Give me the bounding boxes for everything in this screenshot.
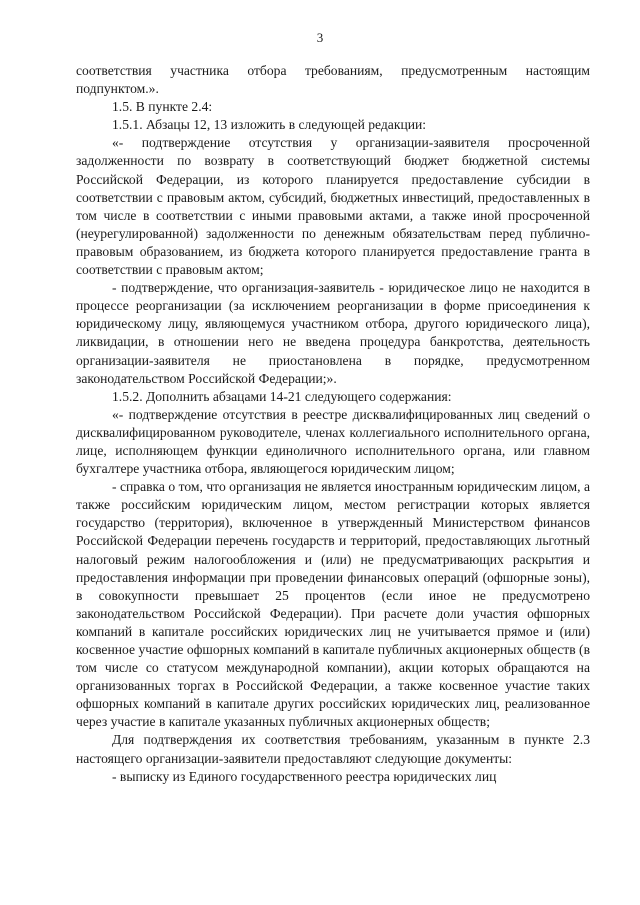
- paragraph-offshore-certificate: - справка о том, что организация не является иностранным юридическим лицом, а также российским юридическим лицом, местом регистрации которых является государство (территория), включенное в утвержденный Министерством финансов Российской Федерации перечень государств и территорий, предоставляющих льготный налоговый режим налогообложения и (или) не предусматривающих раскрытия и предоставления информации при проведении финансовых операций (офшорные зоны), в совокупности превышает 25 процентов (если иное не предусмотрено законодательством Российской Федерации). При расчете доли участия офшорных компаний в капитале российских юридических лиц не учитывается прямое и (или) косвенное участие офшорных компаний в капитале публичных акционерных обществ (в том числе со статусом международной компании), акции которых обращаются на организованных торгах в Российской Федерации, а также косвенное участие таких офшорных компаний в капитале других российских юридических лиц, реализованное через участие в капитале указанных публичных акционерных обществ;: [76, 479, 590, 730]
- paragraph-documents-intro: Для подтверждения их соответствия требованиям, указанным в пункте 2.3 настоящего организации-заявители предоставляют следующие документы:: [76, 732, 590, 766]
- paragraph-clause-1-5-1: 1.5.1. Абзацы 12, 13 изложить в следующей редакции:: [112, 117, 427, 133]
- page-number: 3: [316, 30, 324, 45]
- paragraph-disqualified-registry: «- подтверждение отсутствия в реестре дисквалифицированных лиц сведений о дисквалифицированном руководителе, членах коллегиального исполнительного органа, лице, исполняющем функции единоличного исполнительного органа, или главном бухгалтере участника отбора, являющегося юридическим лицом;: [76, 406, 590, 477]
- paragraph-clause-1-5-2: 1.5.2. Дополнить абзацами 14-21 следующего содержания:: [112, 388, 452, 404]
- paragraph-continuation: соответствия участника отбора требованиям, предусмотренным настоящим подпунктом.».: [76, 63, 590, 97]
- paragraph-registry-extract: - выписку из Единого государственного реестра юридических лиц: [112, 768, 497, 784]
- paragraph-clause-1-5: 1.5. В пункте 2.4:: [112, 99, 213, 115]
- document-body: [76, 62, 590, 786]
- paragraph-debt-confirmation: «- подтверждение отсутствия у организации-заявителя просроченной задолженности по возврату в соответствующий бюджет бюджетной системы Российской Федерации, из которого планируется предоставление субсидии в соответствии с правовым актом, субсидий, бюджетных инвестиций, предоставленных в том числе в соответствии с иными правовыми актами, а также иной просроченной (неурегулированной) задолженности по денежным обязательствам перед публично-правовым образованием, из бюджета которого планируется предоставление гранта в соответствии с правовым актом;: [76, 135, 590, 278]
- paragraph-reorganization-confirmation: - подтверждение, что организация-заявитель - юридическое лицо не находится в процессе реорганизации (за исключением реорганизации в форме присоединения к юридическому лицу, являющемуся участником отбора, другого юридического лица), ликвидации, в отношении него не введена процедура банкротства, деятельность организации-заявителя не приостановлена в порядке, предусмотренном законодательством Российской Федерации;».: [76, 280, 590, 386]
